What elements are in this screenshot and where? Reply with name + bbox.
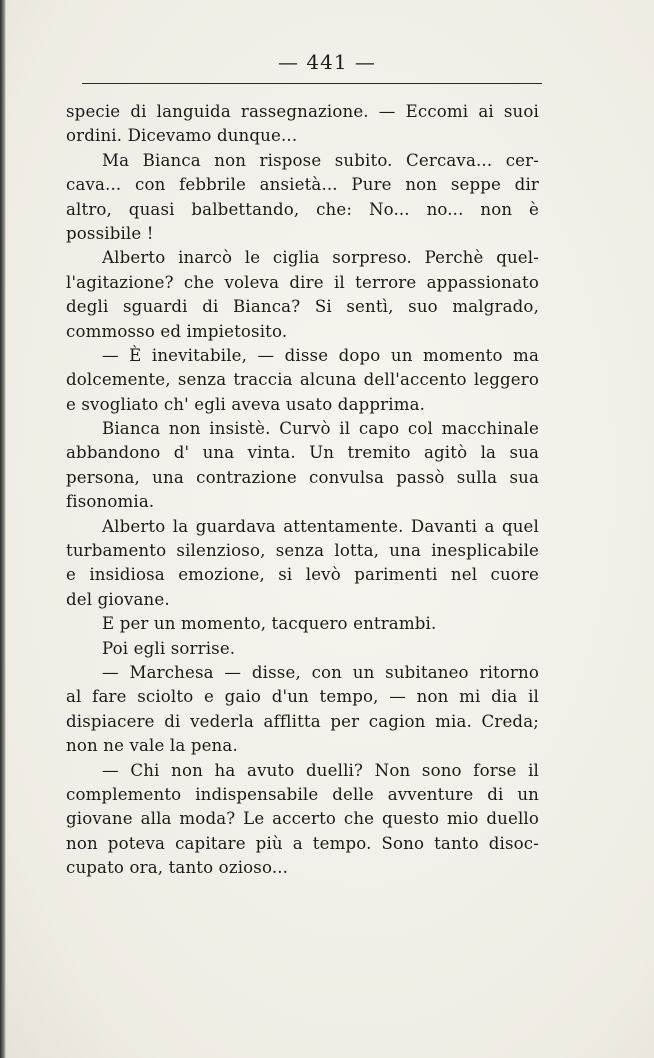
text-line: cupato ora, tanto ozioso...	[66, 858, 289, 878]
text-line: specie di languida rassegnazione. — Eccomi ai suoi	[66, 102, 539, 121]
text-line: del giovane.	[66, 589, 170, 609]
text-line: — È inevitabile, — disse dopo un momento ma	[102, 345, 539, 365]
text-line: E per un momento, tacquero entrambi.	[102, 614, 437, 634]
text-line: Alberto inarcò le ciglia sorpreso. Perchè quel-	[102, 248, 539, 268]
page-number: — 441 —	[278, 50, 376, 74]
text-line: Bianca non insistè. Curvò il capo col macchinale	[102, 419, 539, 439]
text-line: al fare sciolto e gaio d'un tempo, — non mi dia il	[66, 687, 539, 707]
body-text	[66, 100, 539, 881]
text-line: Poi egli sorrise.	[102, 638, 236, 658]
text-line: Ma Bianca non rispose subito. Cercava... cer-	[102, 150, 539, 170]
text-line: altro, quasi balbettando, che: No... no... non è	[66, 199, 539, 219]
text-line: persona, una contrazione convulsa passò sulla sua	[66, 467, 539, 487]
text-line: dispiacere di vederla afflitta per cagion mia. Creda;	[66, 711, 539, 731]
text-line: Alberto la guardava attentamente. Davanti a quel	[102, 516, 539, 536]
text-line: dolcemente, senza traccia alcuna dell'accento leggero	[66, 370, 539, 390]
text-line: non ne vale la pena.	[66, 736, 238, 756]
text-line: commosso ed impietosito.	[66, 321, 288, 341]
text-line: ordini. Dicevamo dunque...	[66, 126, 298, 146]
text-line: cava... con febbrile ansietà... Pure non seppe dir	[66, 175, 539, 195]
text-line: l'agitazione? che voleva dire il terrore appassionato	[66, 272, 539, 292]
text-line: non poteva capitare più a tempo. Sono tanto disoc-	[66, 833, 539, 853]
text-line: e insidiosa emozione, si levò parimenti nel cuore	[66, 565, 539, 585]
text-line: possibile !	[66, 223, 154, 243]
text-line: turbamento silenzioso, senza lotta, una inesplicabile	[66, 541, 539, 561]
text-line: — Chi non ha avuto duelli? Non sono forse il	[102, 760, 539, 780]
text-line: degli sguardi di Bianca? Si sentì, suo malgrado,	[66, 297, 539, 317]
page-binding-shadow	[0, 0, 6, 1058]
text-line: giovane alla moda? Le accerto che questo mio duello	[66, 809, 539, 829]
text-line: e svogliato ch' egli aveva usato dapprima.	[66, 394, 426, 414]
text-line: fisonomia.	[66, 492, 155, 512]
header-rule	[82, 83, 542, 84]
text-line: — Marchesa — disse, con un subitaneo ritorno	[102, 662, 539, 682]
text-line: complemento indispensabile delle avventure di un	[66, 784, 539, 804]
text-line: abbandono d' una vinta. Un tremito agitò la sua	[66, 443, 539, 463]
